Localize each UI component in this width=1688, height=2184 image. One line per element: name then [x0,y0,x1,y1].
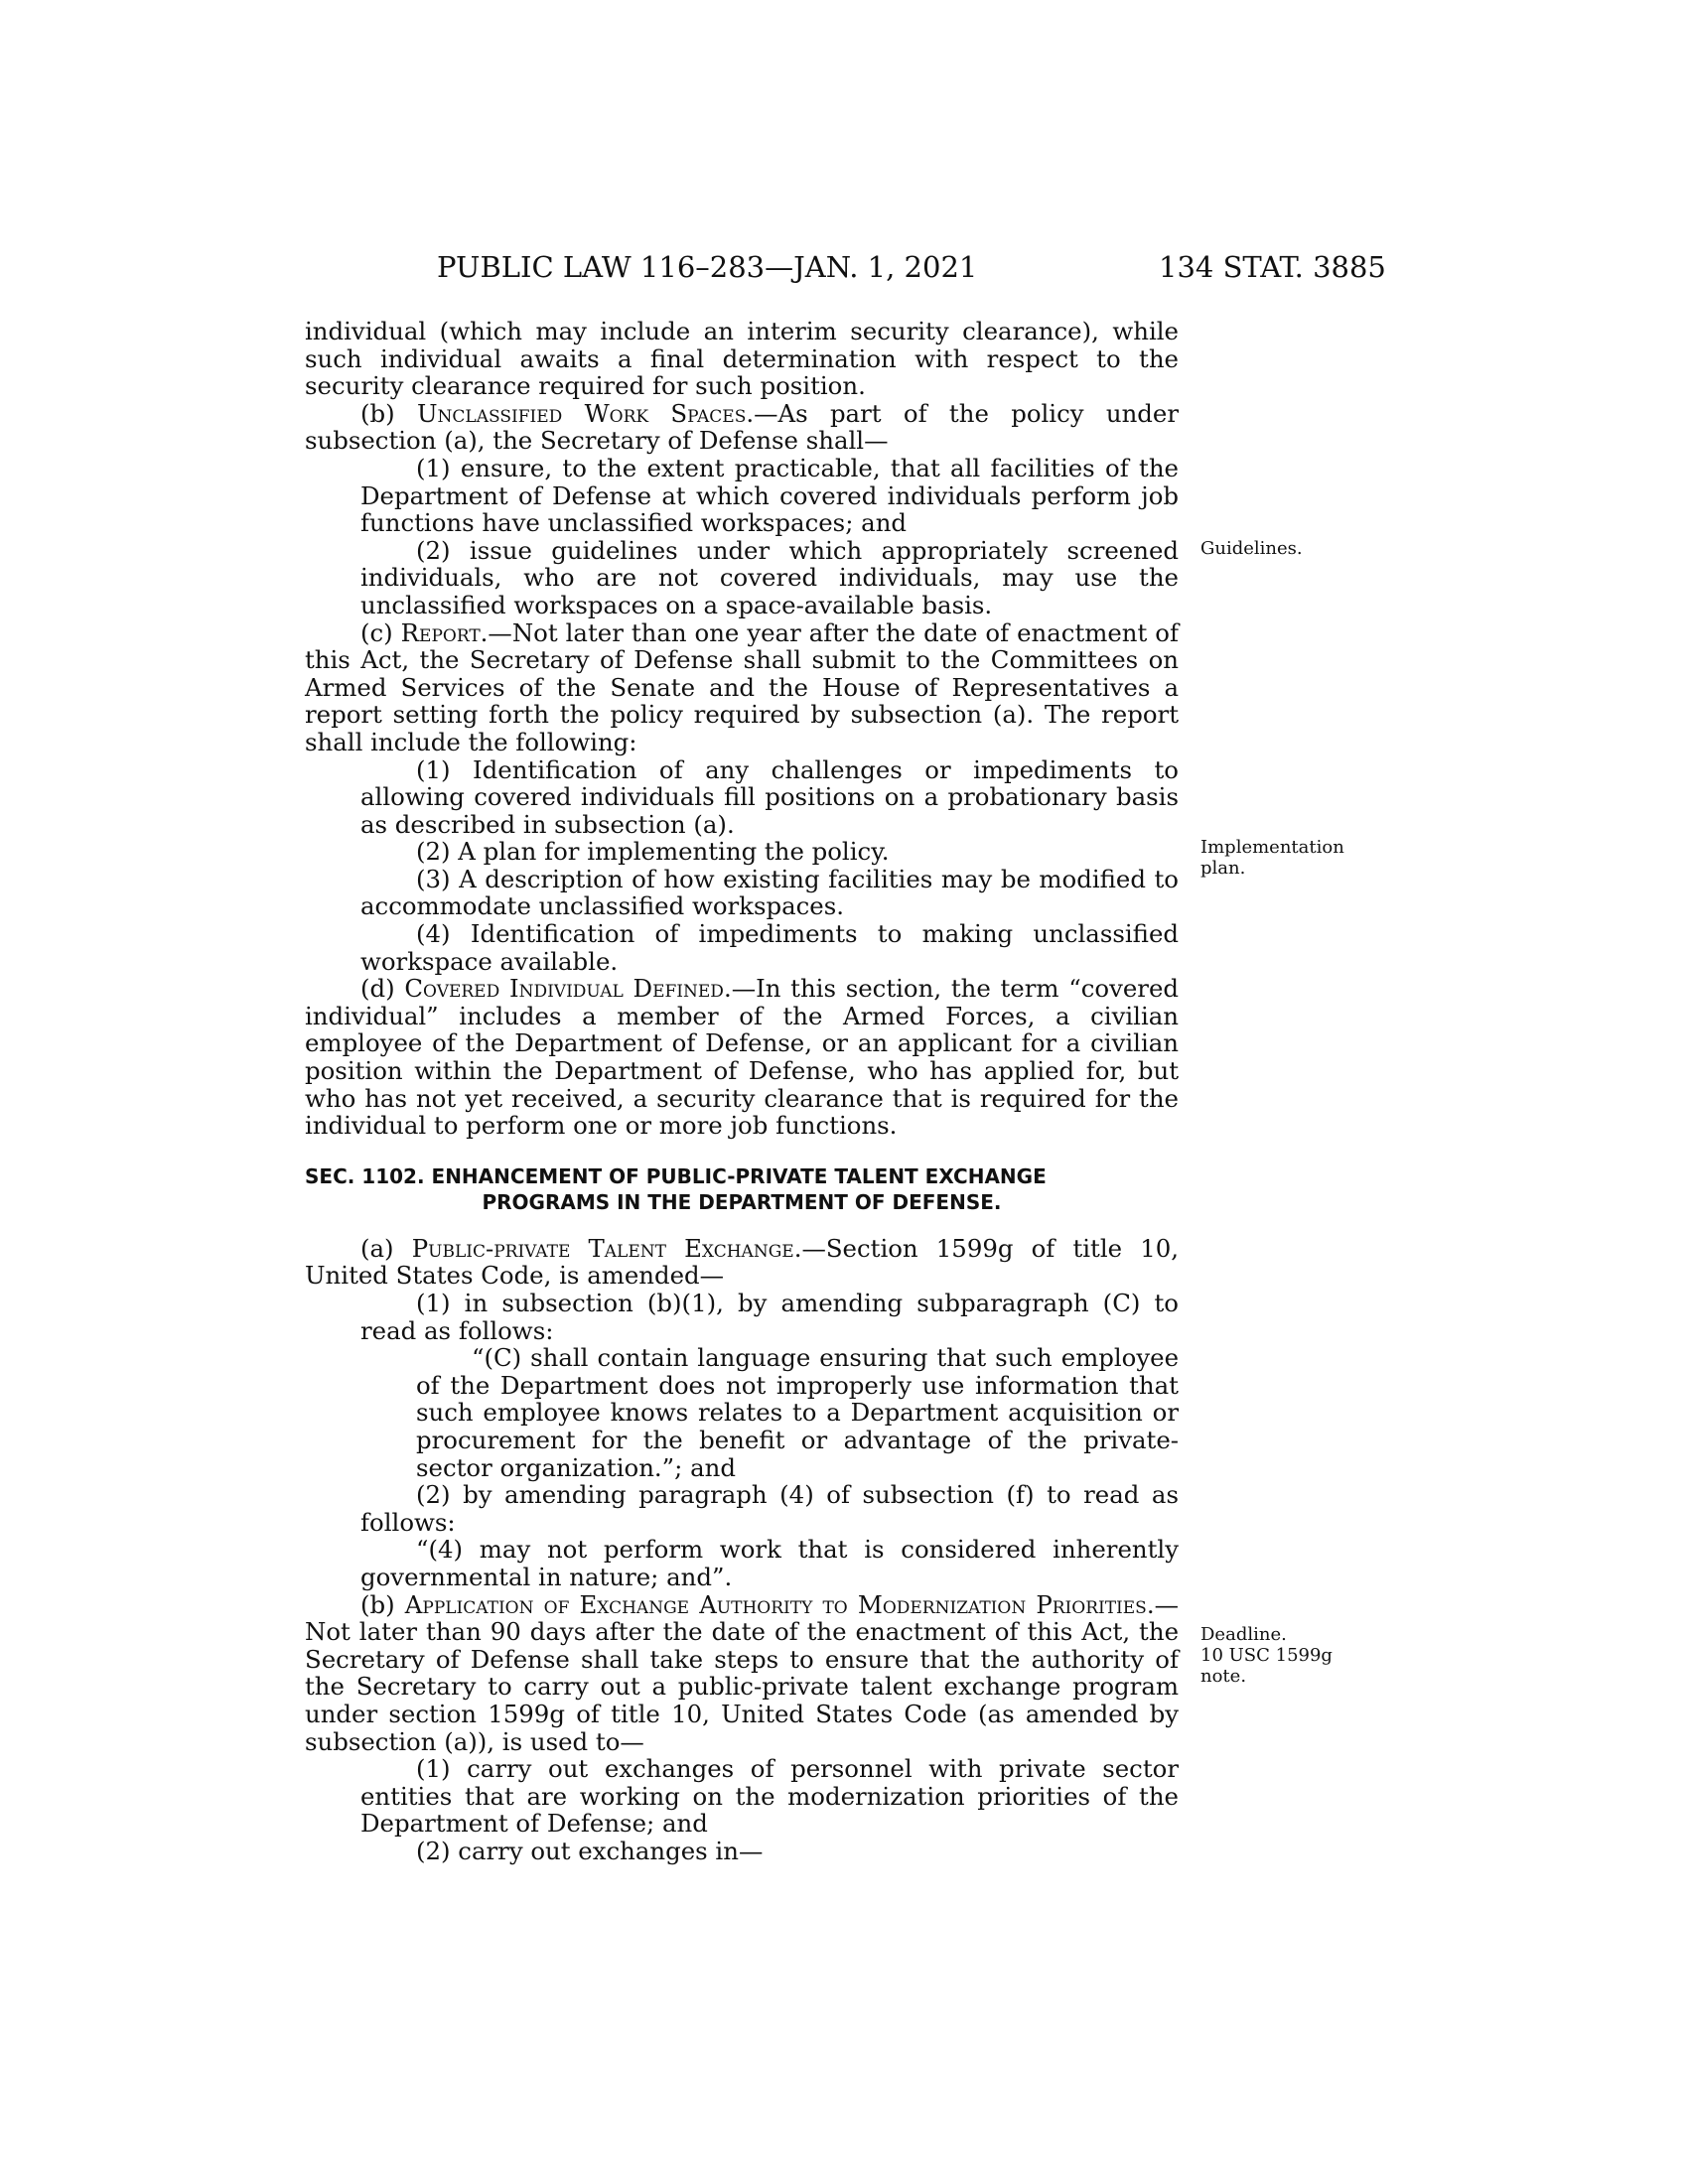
subsection-heading: Report [400,617,481,647]
paragraph-c2: (2) A plan for implementing the policy. [416,837,890,867]
subsection-b-application [305,1591,1179,1756]
subsection-label: (b) [360,398,417,428]
paragraph-bb1: (1) carry out exchanges of personnel with private sector entities that are working on the modernization priorities of the Department of Defense; and [360,1754,1179,1839]
subsection-c [305,619,1179,756]
stat-page-number: 134 STAT. 3885 [1159,250,1386,284]
quoted-paragraph-4: “(4) may not perform work that is considered inherently governmental in nature; and”. [360,1535,1179,1591]
running-header [0,250,1688,290]
subsection-text: .—In this section, the term “covered individual” includes a member of the Armed Forces, a civilian employee of the Department of Defense, or an applicant for a civilian position within the Department of Defense, who has applied for, but who has not yet received, a security clearance that is required for the individual to perform one or more job functions. [305,974,1179,1141]
subsection-text: .—Section 1599g of title 10, United States Code, is amended— [305,1233,1180,1291]
paragraph-c3: (3) A description of how existing facilities may be modified to accommodate unclassified workspaces. [360,864,1179,921]
subsection-text: .—Not later than 90 days after the date of the enactment of this Act, the Secretary of Defense shall take steps to ensure that the authority of the Secretary to carry out a public-private talent exchange program under section 1599g of title 10, United States Code (as amended by subsection (a)), is used to— [305,1589,1179,1756]
paragraph-a2: (2) by amending paragraph (4) of subsection (f) to read as follows: [360,1480,1179,1537]
subsection-d [305,975,1179,1140]
subsection-text: .—As part of the policy under subsection (a), the Secretary of Defense shall— [305,398,1179,456]
section-heading [305,1163,1179,1215]
subsection-b [305,400,1179,455]
section-heading-line1: SEC. 1102. ENHANCEMENT OF PUBLIC-PRIVATE TALENT EXCHANGE [305,1163,1047,1188]
subsection-heading: Unclassified Work Spaces [416,398,747,428]
margin-note-implementation-plan: Implementation plan. [1200,837,1344,879]
subsection-label: (b) [360,1589,405,1619]
subsection-heading: Public-private Talent Exchange [411,1233,794,1263]
public-law-title: PUBLIC LAW 116–283—JAN. 1, 2021 [437,250,978,284]
subsection-a [305,1235,1179,1290]
margin-note-guidelines: Guidelines. [1200,538,1303,559]
quoted-subparagraph-c: “(C) shall contain language ensuring that such employee of the Department does not improperly use information that such employee knows relates to a Department acquisition or procurement for the benefit or advantage of the private-sector organization.”; and [416,1343,1179,1482]
paragraph-b1: (1) ensure, to the extent practicable, that all facilities of the Department of Defense at which covered individuals perform job functions have unclassified workspaces; and [360,453,1179,538]
subsection-heading: Covered Individual Defined [404,974,724,1004]
subsection-text: .—Not later than one year after the date of enactment of this Act, the Secretary of Defense shall submit to the Committees on Armed Services of the Senate and the House of Representatives a report setting forth the policy required by subsection (a). The report shall include the following: [305,617,1179,756]
paragraph-bb2: (2) carry out exchanges in— [416,1836,764,1865]
subsection-heading: Application of Exchange Authority to Modernization Priorities [404,1589,1147,1619]
margin-note-deadline: Deadline. 10 USC 1599g note. [1200,1624,1333,1687]
paragraph-c1: (1) Identification of any challenges or impediments to allowing covered individuals fill positions on a probationary basis as described in subsection (a). [360,754,1179,839]
paragraph-b2: (2) issue guidelines under which appropriately screened individuals, who are not covered individuals, may use the unclassified workspaces on a space-available basis. [360,535,1179,619]
paragraph-a1: (1) in subsection (b)(1), by amending subparagraph (C) to read as follows: [360,1289,1179,1345]
subsection-label: (c) [360,617,401,647]
paragraph-c4: (4) Identification of impediments to making unclassified workspace available. [360,919,1179,976]
subsection-label: (d) [360,974,405,1004]
section-heading-line2: PROGRAMS IN THE DEPARTMENT OF DEFENSE. [482,1189,1002,1214]
statute-body [305,318,1179,1864]
subsection-label: (a) [360,1233,412,1263]
paragraph-carryover: individual (which may include an interim security clearance), while such individual awaits a final determination with respect to the security clearance required for such position. [305,317,1179,401]
